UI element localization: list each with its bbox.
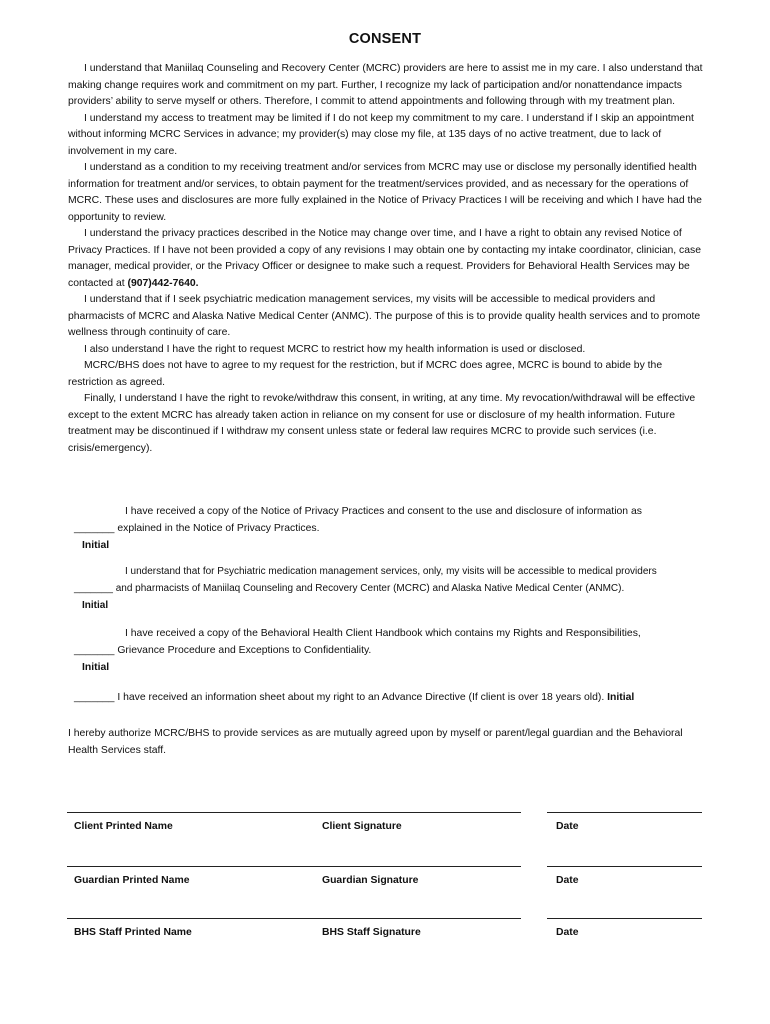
ack-text-line1: I have received a copy of the Behavioral Health Client Handbook which contains my Rights and Responsibilities, bbox=[125, 628, 641, 639]
guardian-name-signature-line[interactable] bbox=[67, 866, 521, 867]
guardian-signature-label: Guardian Signature bbox=[322, 875, 419, 886]
ack-text-line2: Grievance Procedure and Exceptions to Confidentiality. bbox=[117, 644, 372, 656]
initial-blank[interactable]: _______ bbox=[74, 692, 115, 703]
acknowledgement-psychiatric bbox=[74, 564, 720, 615]
ack-text-line2: explained in the Notice of Privacy Practices. bbox=[117, 522, 320, 534]
privacy-practices-text: I understand the privacy practices described in the Notice may change over time, and I have a right to obtain any revised Notice of Privacy Practices. If I have not been provided a copy of any revisions I may obtain one by contacting my intake coordinator, clinician, case manager, medical provider, or the Privacy Officer or designee to make such a request. Providers for Behavioral Health Services may be contacted at bbox=[68, 228, 702, 289]
ack-line2 bbox=[74, 581, 720, 598]
acknowledgement-advance-directive bbox=[74, 690, 720, 707]
paragraph-restriction-right: I also understand I have the right to request MCRC to restrict how my health information is used or disclosed. bbox=[84, 343, 586, 355]
client-signature-label: Client Signature bbox=[322, 821, 402, 832]
paragraph-revoke: Finally, I understand I have the right to revoke/withdraw this consent, in writing, at any time. My revocation/withdrawal will be effective except to the extent MCRC has already taken action in reliance on my consent for use or disclosure of my health information. Future treatment may be discontinued if I withdraw my consent unless state or federal law requires MCRC to provide such services (i.e. crisis/emergency). bbox=[68, 393, 696, 454]
client-name-signature-line[interactable] bbox=[67, 812, 521, 813]
authorization-statement: I hereby authorize MCRC/BHS to provide services as are mutually agreed upon by myself or parent/legal guardian and the Behavioral Health Services staff. bbox=[68, 728, 683, 756]
ack-text-line1: I have received a copy of the Notice of Privacy Practices and consent to the use and disclosure of information as bbox=[125, 506, 642, 517]
initial-label: Initial bbox=[607, 692, 635, 703]
phone-number: (907)442-7640. bbox=[127, 277, 199, 289]
initial-blank[interactable]: _______ bbox=[74, 582, 113, 594]
staff-signature-label: BHS Staff Signature bbox=[322, 927, 421, 938]
ack-line2 bbox=[74, 521, 720, 538]
initial-label: Initial bbox=[82, 540, 110, 551]
acknowledgement-client-handbook bbox=[74, 626, 720, 677]
initial-label: Initial bbox=[82, 600, 109, 611]
client-printed-name-label: Client Printed Name bbox=[74, 821, 173, 832]
guardian-date-label: Date bbox=[556, 875, 579, 886]
paragraph-disclosure: I understand as a condition to my receiving treatment and/or services from MCRC may use or disclose my personally identified health information for treatment and/or services, to obtain payment for the treatment/services provided, and as necessary for the operations of MCRC. These uses and disclosures are more fully explained in the Notice of Privacy Practices I will be receiving and which I have had the opportunity to review. bbox=[68, 162, 702, 223]
ack-text-line1: I understand that for Psychiatric medication management services, only, my visits will be accessible to medical providers bbox=[125, 566, 657, 577]
paragraph-access: I understand my access to treatment may be limited if I do not keep my commitment to my care. I understand if I skip an appointment without informing MCRC Services in advance; my provider(s) may close my file, at 135 days of no active treatment, due to lack of involvement in my care. bbox=[68, 112, 694, 157]
paragraph-psychiatric: I understand that if I seek psychiatric medication management services, my visits will be accessible to medical providers and pharmacists of MCRC and Alaska Native Medical Center (ANMC). The purpose of this is to provide quality health services and to promote wellness through continuity of care. bbox=[68, 294, 701, 338]
client-date-line[interactable] bbox=[547, 812, 702, 813]
staff-date-label: Date bbox=[556, 927, 579, 938]
paragraph-commitment: I understand that Maniilaq Counseling and Recovery Center (MCRC) providers are here to assist me in my care. I also understand that making change requires work and commitment on my part. Further, I recognize my lack of participation and/or nonattendance impacts providers’ ability to serve myself or others. Therefore, I commit to attend appointments and following through with my treatment plan. bbox=[68, 63, 703, 107]
client-date-label: Date bbox=[556, 821, 579, 832]
guardian-printed-name-label: Guardian Printed Name bbox=[74, 875, 190, 886]
ack-line bbox=[74, 690, 720, 707]
consent-body bbox=[68, 61, 706, 457]
initial-blank[interactable]: _______ bbox=[74, 644, 115, 656]
acknowledgement-privacy-notice bbox=[74, 504, 720, 555]
staff-printed-name-label: BHS Staff Printed Name bbox=[74, 927, 192, 938]
guardian-date-line[interactable] bbox=[547, 866, 702, 867]
staff-name-signature-line[interactable] bbox=[67, 918, 521, 919]
ack-line2 bbox=[74, 643, 720, 660]
staff-date-line[interactable] bbox=[547, 918, 702, 919]
ack-text-line2: and pharmacists of Maniilaq Counseling and Recovery Center (MCRC) and Alaska Native Medical Center (ANMC). bbox=[115, 582, 625, 594]
ack-text-line1: I have received an information sheet about my right to an Advance Directive (If client is over 18 years old). bbox=[117, 692, 605, 703]
initial-blank[interactable]: _______ bbox=[74, 522, 115, 534]
paragraph-restriction-agreement: MCRC/BHS does not have to agree to my request for the restriction, but if MCRC does agree, MCRC is bound to abide by the restriction as agreed. bbox=[68, 360, 663, 388]
paragraph-privacy-practices bbox=[68, 226, 706, 292]
initial-label: Initial bbox=[82, 662, 110, 673]
page-title: CONSENT bbox=[348, 31, 422, 47]
